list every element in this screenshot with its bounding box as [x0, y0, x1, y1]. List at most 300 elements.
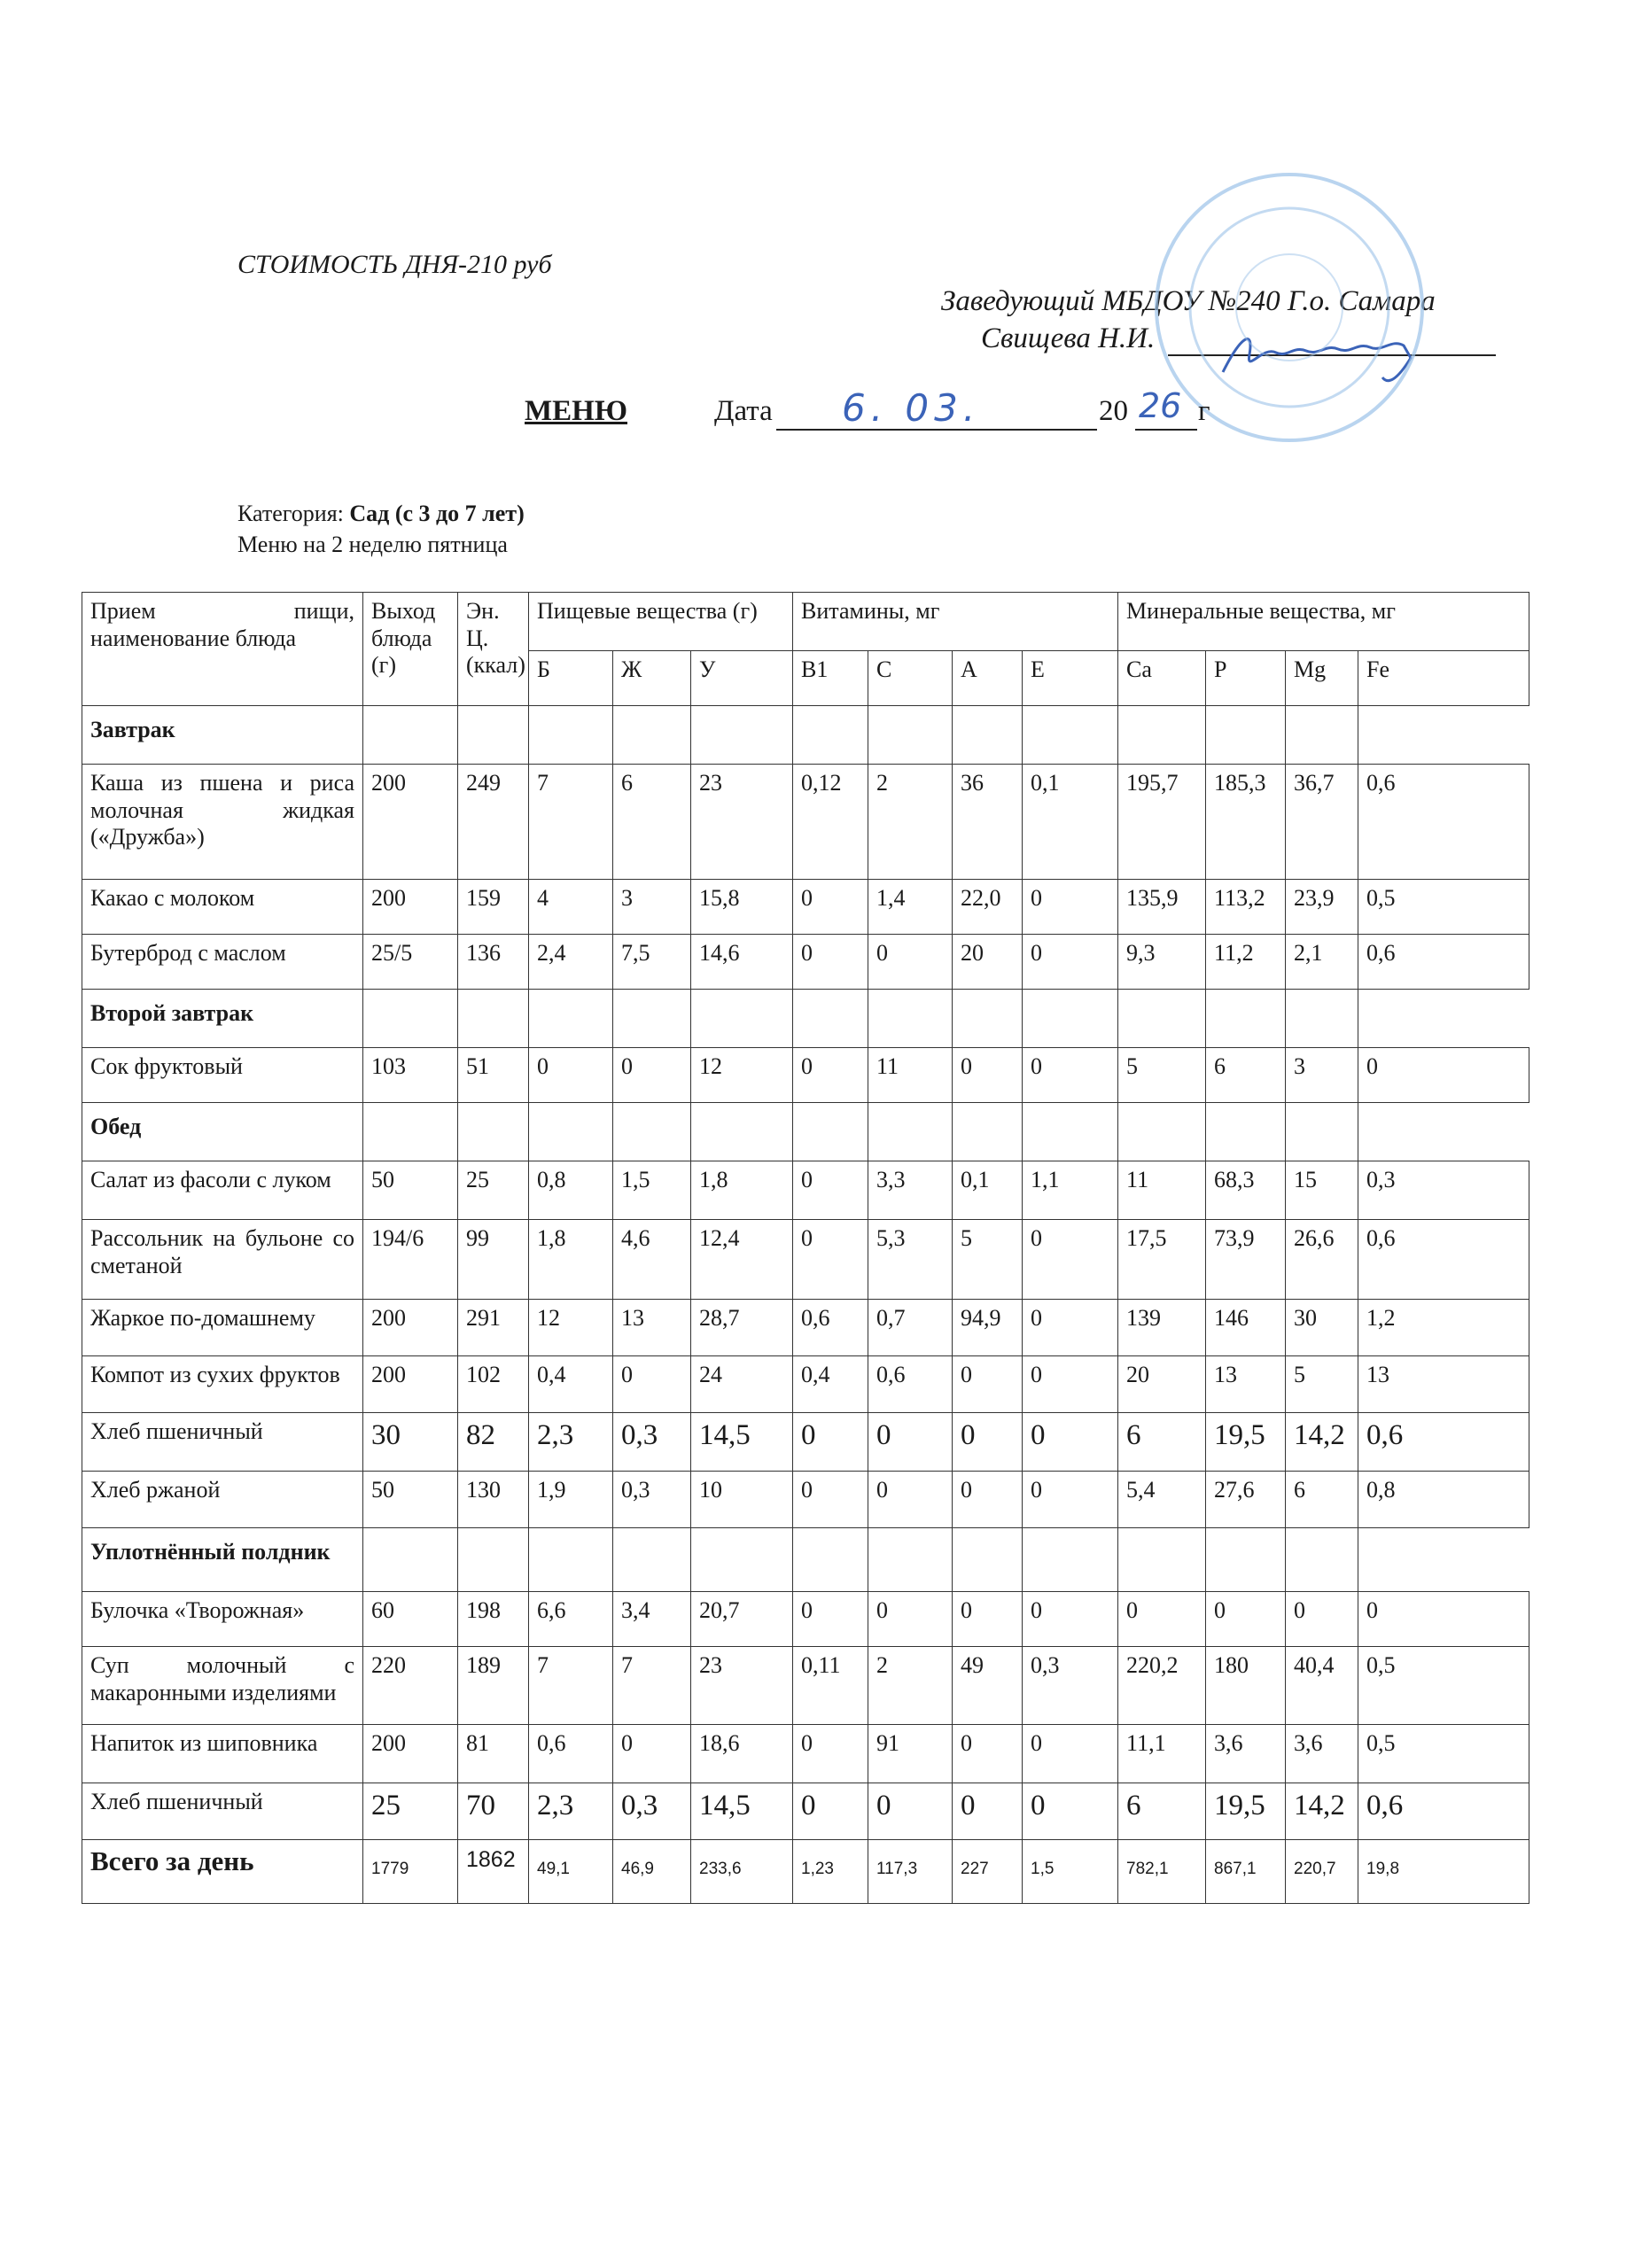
value-cell: 12 [691, 1048, 793, 1103]
value-cell: 0,3 [613, 1413, 691, 1472]
value-cell: 0 [953, 1413, 1023, 1472]
value-cell: 0,5 [1358, 1647, 1529, 1725]
dish-name: Булочка «Творожная» [82, 1592, 363, 1647]
empty-cell [868, 1528, 953, 1592]
total-label: Всего за день [82, 1840, 363, 1904]
value-cell: 2 [868, 1647, 953, 1725]
dish-name: Рассольник на бульоне со сметаной [82, 1220, 363, 1300]
value-cell: 5 [1286, 1356, 1358, 1413]
date-value: 6. 03. [842, 386, 981, 430]
dish-name: Какао с молоком [82, 880, 363, 935]
menu-title: МЕНЮ [525, 395, 627, 427]
year-value: 26 [1139, 386, 1182, 425]
dish-name: Жаркое по-домашнему [82, 1300, 363, 1356]
value-cell: 2,4 [529, 935, 613, 990]
value-cell: 30 [1286, 1300, 1358, 1356]
value-cell: 7 [529, 1647, 613, 1725]
dish-name: Хлеб ржаной [82, 1472, 363, 1528]
value-cell: 0 [1118, 1592, 1206, 1647]
value-cell: 291 [458, 1300, 529, 1356]
value-cell: 20 [1118, 1356, 1206, 1413]
value-cell: 7 [613, 1647, 691, 1725]
value-cell: 28,7 [691, 1300, 793, 1356]
section-row [82, 990, 1529, 1048]
total-row [82, 1840, 1529, 1904]
dish-row [82, 1220, 1529, 1300]
dish-row [82, 1413, 1529, 1472]
value-cell: 117,3 [868, 1840, 953, 1904]
section-row [82, 1528, 1529, 1592]
value-cell: 91 [868, 1725, 953, 1783]
value-cell: 0 [1023, 935, 1118, 990]
value-cell: 0 [1206, 1592, 1286, 1647]
value-cell: 0,7 [868, 1300, 953, 1356]
header-nutrients: Пищевые вещества (г) [529, 593, 793, 651]
value-cell: 185,3 [1206, 765, 1286, 880]
empty-cell [1286, 1103, 1358, 1161]
value-cell: 220 [363, 1647, 458, 1725]
value-cell: 6 [1286, 1472, 1358, 1528]
value-cell: 180 [1206, 1647, 1286, 1725]
empty-cell [953, 1528, 1023, 1592]
value-cell: 0 [953, 1592, 1023, 1647]
value-cell: 0 [1358, 1048, 1529, 1103]
value-cell: 60 [363, 1592, 458, 1647]
subheader-cell: Са [1118, 651, 1206, 706]
value-cell: 0,6 [793, 1300, 868, 1356]
value-cell: 6 [1206, 1048, 1286, 1103]
value-cell: 2,1 [1286, 935, 1358, 990]
value-cell: 1,5 [613, 1161, 691, 1220]
value-cell: 0,3 [613, 1472, 691, 1528]
value-cell: 11 [868, 1048, 953, 1103]
section-title: Второй завтрак [82, 990, 363, 1048]
empty-cell [458, 1528, 529, 1592]
subheader-cell: У [691, 651, 793, 706]
value-cell: 200 [363, 1725, 458, 1783]
value-cell: 99 [458, 1220, 529, 1300]
value-cell: 6,6 [529, 1592, 613, 1647]
year-underline [1135, 429, 1197, 431]
empty-cell [458, 1103, 529, 1161]
empty-cell [793, 706, 868, 765]
empty-cell [868, 990, 953, 1048]
value-cell: 15 [1286, 1161, 1358, 1220]
value-cell: 0 [613, 1048, 691, 1103]
value-cell: 0 [529, 1048, 613, 1103]
dish-row [82, 1783, 1529, 1840]
value-cell: 1,8 [529, 1220, 613, 1300]
value-cell: 6 [1118, 1413, 1206, 1472]
value-cell: 2,3 [529, 1413, 613, 1472]
empty-cell [793, 1528, 868, 1592]
dish-name: Сок фруктовый [82, 1048, 363, 1103]
empty-cell [1206, 706, 1286, 765]
empty-cell [1286, 990, 1358, 1048]
value-cell: 0 [868, 1413, 953, 1472]
menu-table [82, 592, 1529, 1904]
value-cell: 0 [1023, 1048, 1118, 1103]
value-cell: 6 [613, 765, 691, 880]
value-cell: 23 [691, 1647, 793, 1725]
value-cell: 0 [1023, 1300, 1118, 1356]
value-cell: 94,9 [953, 1300, 1023, 1356]
value-cell: 0 [1023, 880, 1118, 935]
value-cell: 0 [1023, 1725, 1118, 1783]
value-cell: 14,2 [1286, 1783, 1358, 1840]
dish-row [82, 1592, 1529, 1647]
value-cell: 1,5 [1023, 1840, 1118, 1904]
value-cell: 0,6 [1358, 1413, 1529, 1472]
value-cell: 25/5 [363, 935, 458, 990]
value-cell: 36 [953, 765, 1023, 880]
subheader-cell: Mg [1286, 651, 1358, 706]
value-cell: 0,12 [793, 765, 868, 880]
value-cell: 49 [953, 1647, 1023, 1725]
value-cell: 11,1 [1118, 1725, 1206, 1783]
value-cell: 0 [793, 1161, 868, 1220]
dish-row [82, 1647, 1529, 1725]
year-prefix: 20 [1099, 395, 1128, 427]
director-name: Свищева Н.И. [981, 322, 1156, 354]
year-suffix: г [1198, 395, 1210, 427]
value-cell: 0 [793, 1413, 868, 1472]
value-cell: 5,3 [868, 1220, 953, 1300]
value-cell: 70 [458, 1783, 529, 1840]
value-cell: 14,2 [1286, 1413, 1358, 1472]
empty-cell [613, 1103, 691, 1161]
value-cell: 15,8 [691, 880, 793, 935]
value-cell: 23,9 [1286, 880, 1358, 935]
empty-cell [613, 706, 691, 765]
value-cell: 3 [613, 880, 691, 935]
empty-cell [1118, 1528, 1206, 1592]
section-row [82, 1103, 1529, 1161]
value-cell: 0,5 [1358, 1725, 1529, 1783]
dish-name: Хлеб пшеничный [82, 1413, 363, 1472]
value-cell: 3,6 [1286, 1725, 1358, 1783]
value-cell: 73,9 [1206, 1220, 1286, 1300]
dish-row [82, 765, 1529, 880]
empty-cell [529, 1103, 613, 1161]
value-cell: 0 [1023, 1220, 1118, 1300]
value-cell: 19,8 [1358, 1840, 1529, 1904]
empty-cell [529, 706, 613, 765]
value-cell: 139 [1118, 1300, 1206, 1356]
value-cell: 0,6 [1358, 935, 1529, 990]
value-cell: 135,9 [1118, 880, 1206, 935]
value-cell: 0,3 [1358, 1161, 1529, 1220]
subheader-cell: Е [1023, 651, 1118, 706]
value-cell: 14,5 [691, 1783, 793, 1840]
value-cell: 50 [363, 1161, 458, 1220]
empty-cell [1118, 1103, 1206, 1161]
value-cell: 146 [1206, 1300, 1286, 1356]
value-cell: 0 [953, 1783, 1023, 1840]
dish-row [82, 1161, 1529, 1220]
value-cell: 200 [363, 1356, 458, 1413]
value-cell: 0 [793, 880, 868, 935]
empty-cell [953, 1103, 1023, 1161]
value-cell: 103 [363, 1048, 458, 1103]
empty-cell [868, 706, 953, 765]
value-cell: 0 [1023, 1472, 1118, 1528]
category-line [237, 501, 525, 527]
value-cell: 0 [1023, 1413, 1118, 1472]
value-cell: 3,4 [613, 1592, 691, 1647]
value-cell: 40,4 [1286, 1647, 1358, 1725]
day-cost: СТОИМОСТЬ ДНЯ-210 руб [237, 250, 552, 279]
value-cell: 1,1 [1023, 1161, 1118, 1220]
empty-cell [1023, 990, 1118, 1048]
value-cell: 0 [793, 1725, 868, 1783]
empty-cell [868, 1103, 953, 1161]
empty-cell [691, 990, 793, 1048]
dish-row [82, 1048, 1529, 1103]
value-cell: 10 [691, 1472, 793, 1528]
section-title: Завтрак [82, 706, 363, 765]
value-cell: 0 [613, 1725, 691, 1783]
value-cell: 0 [793, 1220, 868, 1300]
value-cell: 867,1 [1206, 1840, 1286, 1904]
value-cell: 26,6 [1286, 1220, 1358, 1300]
empty-cell [529, 990, 613, 1048]
value-cell: 1,9 [529, 1472, 613, 1528]
value-cell: 0 [868, 1592, 953, 1647]
value-cell: 36,7 [1286, 765, 1358, 880]
header-vitamins: Витамины, мг [793, 593, 1118, 651]
value-cell: 13 [613, 1300, 691, 1356]
value-cell: 68,3 [1206, 1161, 1286, 1220]
dish-row [82, 880, 1529, 935]
value-cell: 0,8 [1358, 1472, 1529, 1528]
value-cell: 2,3 [529, 1783, 613, 1840]
value-cell: 198 [458, 1592, 529, 1647]
value-cell: 1,4 [868, 880, 953, 935]
menu-week: Меню на 2 неделю пятница [237, 532, 508, 557]
empty-cell [363, 706, 458, 765]
value-cell: 220,2 [1118, 1647, 1206, 1725]
dish-name: Суп молочный с макаронными изделиями [82, 1647, 363, 1725]
value-cell: 200 [363, 1300, 458, 1356]
value-cell: 0 [1286, 1592, 1358, 1647]
empty-cell [1118, 706, 1206, 765]
header-minerals: Минеральные вещества, мг [1118, 593, 1529, 651]
value-cell: 3 [1286, 1048, 1358, 1103]
value-cell: 0 [953, 1356, 1023, 1413]
value-cell: 5 [1118, 1048, 1206, 1103]
value-cell: 25 [458, 1161, 529, 1220]
value-cell: 2 [868, 765, 953, 880]
value-cell: 0 [613, 1356, 691, 1413]
value-cell: 0,8 [529, 1161, 613, 1220]
value-cell: 0,3 [1023, 1647, 1118, 1725]
subheader-cell: Fe [1358, 651, 1529, 706]
dish-name: Салат из фасоли с луком [82, 1161, 363, 1220]
value-cell: 249 [458, 765, 529, 880]
value-cell: 0,3 [613, 1783, 691, 1840]
value-cell: 12,4 [691, 1220, 793, 1300]
value-cell: 12 [529, 1300, 613, 1356]
value-cell: 3,3 [868, 1161, 953, 1220]
empty-cell [363, 1528, 458, 1592]
value-cell: 20 [953, 935, 1023, 990]
category-value: Сад (с 3 до 7 лет) [349, 501, 525, 526]
empty-cell [1023, 1528, 1118, 1592]
value-cell: 0,6 [1358, 1220, 1529, 1300]
value-cell: 23 [691, 765, 793, 880]
value-cell: 0 [868, 935, 953, 990]
empty-cell [953, 706, 1023, 765]
value-cell: 1,2 [1358, 1300, 1529, 1356]
value-cell: 102 [458, 1356, 529, 1413]
value-cell: 220,7 [1286, 1840, 1358, 1904]
dish-name: Каша из пшена и риса молочная жидкая («Дружба») [82, 765, 363, 880]
dish-row [82, 1725, 1529, 1783]
value-cell: 0,1 [953, 1161, 1023, 1220]
value-cell: 782,1 [1118, 1840, 1206, 1904]
value-cell: 18,6 [691, 1725, 793, 1783]
value-cell: 7 [529, 765, 613, 880]
value-cell: 0 [953, 1472, 1023, 1528]
value-cell: 11 [1118, 1161, 1206, 1220]
section-title: Обед [82, 1103, 363, 1161]
value-cell: 9,3 [1118, 935, 1206, 990]
empty-cell [1206, 1528, 1286, 1592]
value-cell: 81 [458, 1725, 529, 1783]
value-cell: 227 [953, 1840, 1023, 1904]
dish-name: Напиток из шиповника [82, 1725, 363, 1783]
value-cell: 0,6 [1358, 1783, 1529, 1840]
value-cell: 0 [793, 1472, 868, 1528]
value-cell: 0 [1023, 1356, 1118, 1413]
value-cell: 13 [1358, 1356, 1529, 1413]
header-yield: Выход блюда (г) [363, 593, 458, 706]
value-cell: 130 [458, 1472, 529, 1528]
value-cell: 1779 [363, 1840, 458, 1904]
empty-cell [363, 990, 458, 1048]
value-cell: 0 [953, 1725, 1023, 1783]
value-cell: 46,9 [613, 1840, 691, 1904]
value-cell: 7,5 [613, 935, 691, 990]
value-cell: 0 [953, 1048, 1023, 1103]
subheader-cell: Ж [613, 651, 691, 706]
value-cell: 17,5 [1118, 1220, 1206, 1300]
empty-cell [1286, 1528, 1358, 1592]
empty-cell [458, 706, 529, 765]
empty-cell [691, 1103, 793, 1161]
value-cell: 3,6 [1206, 1725, 1286, 1783]
value-cell: 194/6 [363, 1220, 458, 1300]
empty-cell [1206, 1103, 1286, 1161]
dish-row [82, 1300, 1529, 1356]
value-cell: 27,6 [1206, 1472, 1286, 1528]
empty-cell [1118, 990, 1206, 1048]
header-meal: Прием пищи, наименование блюда [82, 593, 363, 706]
dish-row [82, 1356, 1529, 1413]
value-cell: 13 [1206, 1356, 1286, 1413]
value-cell: 5,4 [1118, 1472, 1206, 1528]
category-label: Категория: [237, 501, 350, 526]
empty-cell [529, 1528, 613, 1592]
value-cell: 82 [458, 1413, 529, 1472]
organization-stamp [1143, 161, 1436, 454]
header-row [82, 593, 1529, 651]
value-cell: 0 [1023, 1783, 1118, 1840]
empty-cell [1023, 1103, 1118, 1161]
value-cell: 113,2 [1206, 880, 1286, 935]
value-cell: 0 [1023, 1592, 1118, 1647]
date-label: Дата [714, 395, 773, 427]
empty-cell [1023, 706, 1118, 765]
value-cell: 200 [363, 765, 458, 880]
value-cell: 22,0 [953, 880, 1023, 935]
value-cell: 233,6 [691, 1840, 793, 1904]
empty-cell [613, 990, 691, 1048]
menu-table-body [82, 593, 1529, 1904]
empty-cell [363, 1103, 458, 1161]
value-cell: 25 [363, 1783, 458, 1840]
value-cell: 14,6 [691, 935, 793, 990]
empty-cell [793, 990, 868, 1048]
value-cell: 189 [458, 1647, 529, 1725]
value-cell: 19,5 [1206, 1413, 1286, 1472]
subheader-cell: С [868, 651, 953, 706]
value-cell: 136 [458, 935, 529, 990]
subheader-cell: Б [529, 651, 613, 706]
header-energy: Эн. Ц. (ккал) [458, 593, 529, 706]
section-title: Уплотнённый полдник [82, 1528, 363, 1592]
dish-name: Бутерброд с маслом [82, 935, 363, 990]
subheader-cell: В1 [793, 651, 868, 706]
value-cell: 24 [691, 1356, 793, 1413]
dish-row [82, 935, 1529, 990]
value-cell: 0 [868, 1472, 953, 1528]
dish-row [82, 1472, 1529, 1528]
value-cell: 0,6 [868, 1356, 953, 1413]
value-cell: 0 [793, 1592, 868, 1647]
value-cell: 49,1 [529, 1840, 613, 1904]
section-row [82, 706, 1529, 765]
empty-cell [793, 1103, 868, 1161]
value-cell: 50 [363, 1472, 458, 1528]
value-cell: 0,4 [793, 1356, 868, 1413]
value-cell: 0,6 [529, 1725, 613, 1783]
value-cell: 11,2 [1206, 935, 1286, 990]
value-cell: 51 [458, 1048, 529, 1103]
empty-cell [1206, 990, 1286, 1048]
value-cell: 5 [953, 1220, 1023, 1300]
dish-name: Компот из сухих фруктов [82, 1356, 363, 1413]
empty-cell [613, 1528, 691, 1592]
empty-cell [953, 990, 1023, 1048]
value-cell: 6 [1118, 1783, 1206, 1840]
value-cell: 4 [529, 880, 613, 935]
value-cell: 14,5 [691, 1413, 793, 1472]
empty-cell [691, 706, 793, 765]
value-cell: 195,7 [1118, 765, 1206, 880]
empty-cell [1286, 706, 1358, 765]
subheader-cell: Р [1206, 651, 1286, 706]
dish-name: Хлеб пшеничный [82, 1783, 363, 1840]
value-cell: 0,11 [793, 1647, 868, 1725]
value-cell: 200 [363, 880, 458, 935]
value-cell: 0,5 [1358, 880, 1529, 935]
value-cell: 0 [1358, 1592, 1529, 1647]
value-cell: 0,4 [529, 1356, 613, 1413]
value-cell: 20,7 [691, 1592, 793, 1647]
director-title: Заведующий МБДОУ №240 Г.о. Самара [941, 285, 1436, 317]
